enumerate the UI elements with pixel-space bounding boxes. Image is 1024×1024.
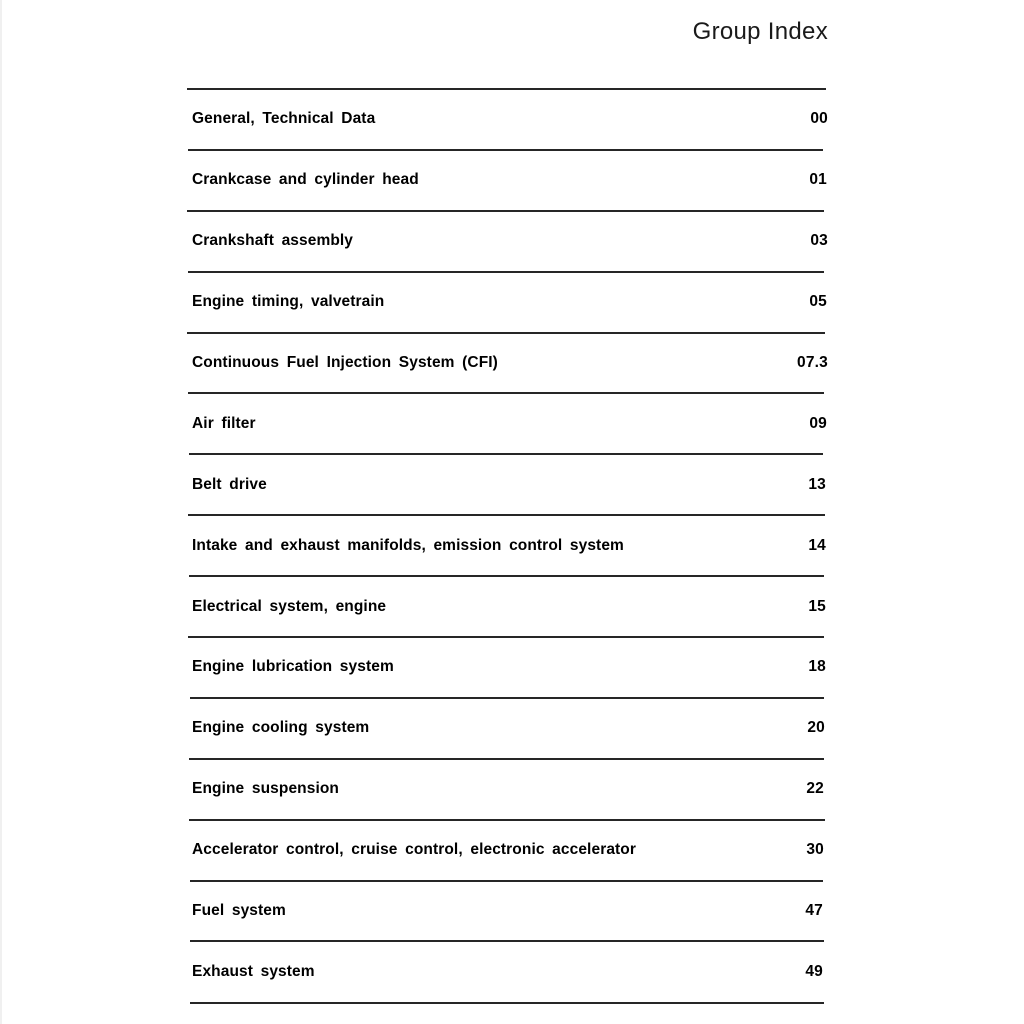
index-entry-group-number: 05 <box>809 293 827 311</box>
index-row[interactable] <box>187 575 828 636</box>
index-entry-group-number: 00 <box>810 110 828 128</box>
index-row[interactable] <box>187 453 828 514</box>
index-entry-group-number: 47 <box>805 902 823 920</box>
index-entry-title: Crankshaft assembly <box>192 232 354 250</box>
index-row[interactable] <box>187 880 828 941</box>
index-row[interactable] <box>187 88 828 149</box>
index-row[interactable] <box>187 271 828 332</box>
index-row[interactable] <box>187 819 828 880</box>
index-entry-title: Engine cooling system <box>192 719 370 737</box>
index-entry-title: Continuous Fuel Injection System (CFI) <box>192 354 498 371</box>
index-entry-group-number: 18 <box>808 658 826 676</box>
index-entry-title: Fuel system <box>192 902 286 920</box>
index-entry-group-number: 09 <box>809 414 827 432</box>
index-entry-title: Exhaust system <box>192 962 315 980</box>
table-bottom-divider <box>190 1002 824 1004</box>
index-entry-title: Electrical system, engine <box>192 597 387 615</box>
index-entry-title: Air filter <box>192 414 256 432</box>
index-entry-group-number: 01 <box>809 171 827 189</box>
index-row[interactable] <box>187 210 828 271</box>
index-entry-group-number: 13 <box>808 475 826 493</box>
index-row[interactable] <box>187 697 828 758</box>
index-entry-title: Accelerator control, cruise control, electronic accelerator <box>192 841 637 859</box>
index-entry-group-number: 49 <box>805 962 823 980</box>
index-row[interactable] <box>187 514 828 575</box>
index-entry-group-number: 03 <box>810 232 828 250</box>
index-entry-title: General, Technical Data <box>192 110 376 128</box>
index-entry-title: Crankcase and cylinder head <box>192 171 419 189</box>
index-entry-title: Engine timing, valvetrain <box>192 293 385 311</box>
page-title: Group Index <box>692 18 828 45</box>
index-entry-group-number: 15 <box>808 597 826 615</box>
index-row[interactable] <box>187 636 828 697</box>
index-entry-group-number: 14 <box>808 536 826 554</box>
index-entry-group-number: 20 <box>807 719 825 737</box>
index-entry-group-number: 07.3 <box>797 354 828 371</box>
index-row[interactable] <box>187 392 828 453</box>
index-entry-title: Engine suspension <box>192 780 340 798</box>
index-row[interactable] <box>187 758 828 819</box>
index-row[interactable] <box>187 149 828 210</box>
scan-edge <box>0 0 2 1024</box>
index-entry-title: Belt drive <box>192 475 267 493</box>
index-entry-group-number: 30 <box>806 841 824 859</box>
index-entry-group-number: 22 <box>806 780 824 798</box>
index-row[interactable] <box>187 332 828 393</box>
index-entry-title: Engine lubrication system <box>192 658 394 676</box>
group-index-table <box>187 88 828 1001</box>
index-row[interactable] <box>187 940 828 1001</box>
index-entry-title: Intake and exhaust manifolds, emission control system <box>192 536 624 554</box>
